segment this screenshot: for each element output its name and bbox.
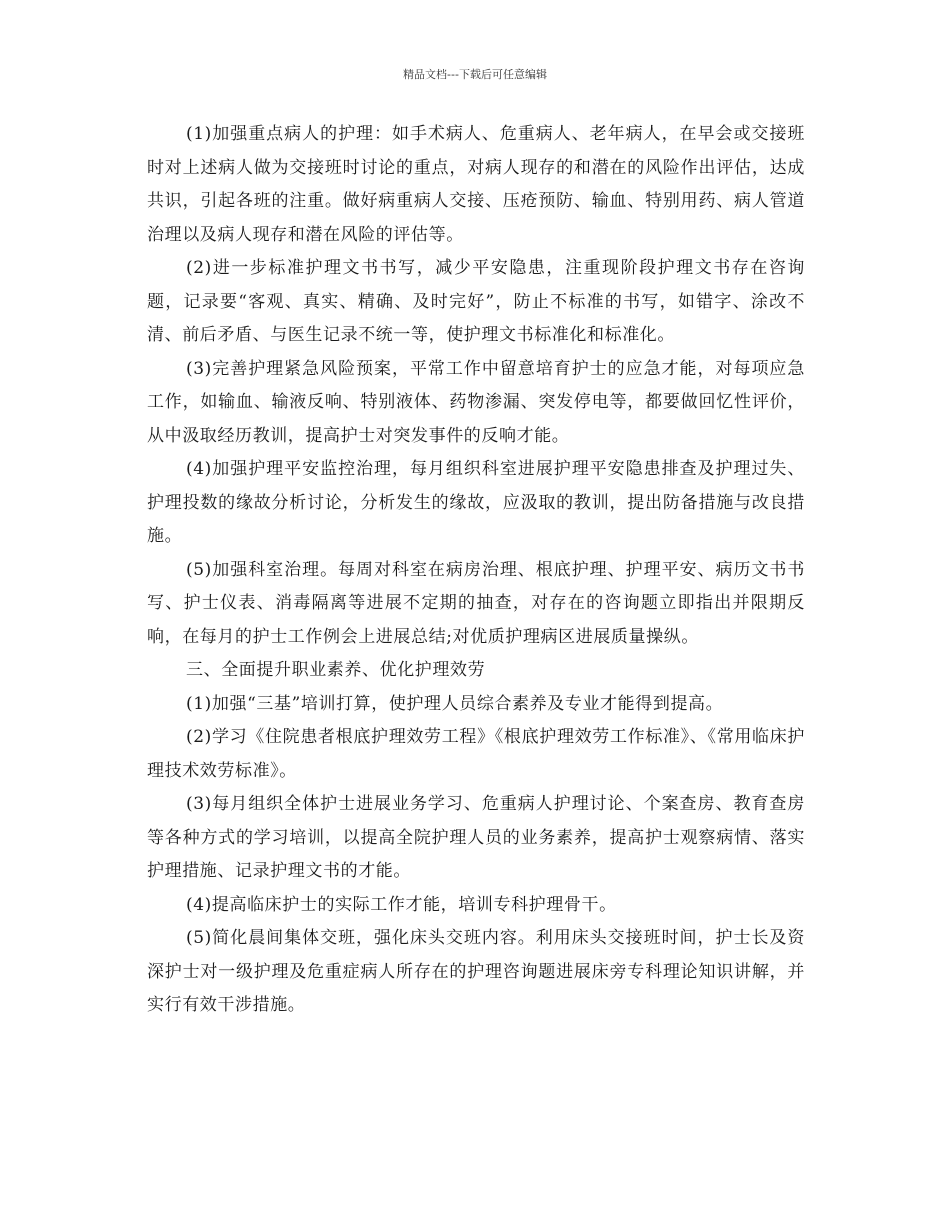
paragraph-1: (1)加强重点病人的护理：如手术病人、危重病人、老年病人，在早会或交接班时对上述病人做为交接班时讨论的重点，对病人现存的和潜在的风险作出评估，达成共识，引起各班的注重。做好病重病人交接、压疮预防、输血、特别用药、病人管道治理以及病人现存和潜在风险的评估等。 <box>147 124 805 245</box>
paragraph-2: (2)进一步标准护理文书书写，减少平安隐患，注重现阶段护理文书存在咨询题，记录要“客观、真实、精确、及时完好”，防止不标准的书写，如错字、涂改不清、前后矛盾、与医生记录不统一等，使护理文书标准化和标准化。 <box>147 258 805 345</box>
paragraph-7: (2)学习《住院患者根底护理效劳工程》《根底护理效劳工作标准》、《常用临床护理技术效劳标准》。 <box>147 727 805 781</box>
paragraph-6: (1)加强“三基”培训打算，使护理人员综合素养及专业才能得到提高。 <box>186 693 724 714</box>
document-body <box>147 118 805 1023</box>
paragraph-4: (4)加强护理平安监控治理，每月组织科室进展护理平安隐患排查及护理过失、护理投数的缘故分析讨论，分析发生的缘故，应汲取的教训，提出防备措施与改良措施。 <box>147 459 805 546</box>
section-heading: 三、全面提升职业素养、优化护理效劳 <box>186 660 486 680</box>
paragraph-3: (3)完善护理紧急风险预案，平常工作中留意培育护士的应急才能，对每项应急工作，如输血、输液反响、特别液体、药物渗漏、突发停电等，都要做回忆性评价，从中汲取经历教训，提高护士对突发事件的反响才能。 <box>147 358 805 446</box>
paragraph-5: (5)加强科室治理。每周对科室在病房治理、根底护理、护理平安、病历文书书写、护士仪表、消毒隔离等进展不定期的抽查，对存在的咨询题立即指出并限期反响，在每月的护士工作例会上进展总结;对优质护理病区进展质量操纵。 <box>147 559 805 647</box>
paragraph-9: (4)提高临床护士的实际工作才能，培训专科护理骨干。 <box>186 894 617 915</box>
paragraph-8: (3)每月组织全体护士进展业务学习、危重病人护理讨论、个案查房、教育查房等各种方式的学习培训，以提高全院护理人员的业务素养，提高护士观察病情、落实护理措施、记录护理文书的才能。 <box>147 794 805 881</box>
page-header: 精品文档---下载后可任意编辑 <box>403 68 547 81</box>
paragraph-10: (5)简化晨间集体交班，强化床头交班内容。利用床头交接班时间，护士长及资深护士对一级护理及危重症病人所存在的护理咨询题进展床旁专科理论知识讲解，并实行有效干涉措施。 <box>147 928 805 1015</box>
